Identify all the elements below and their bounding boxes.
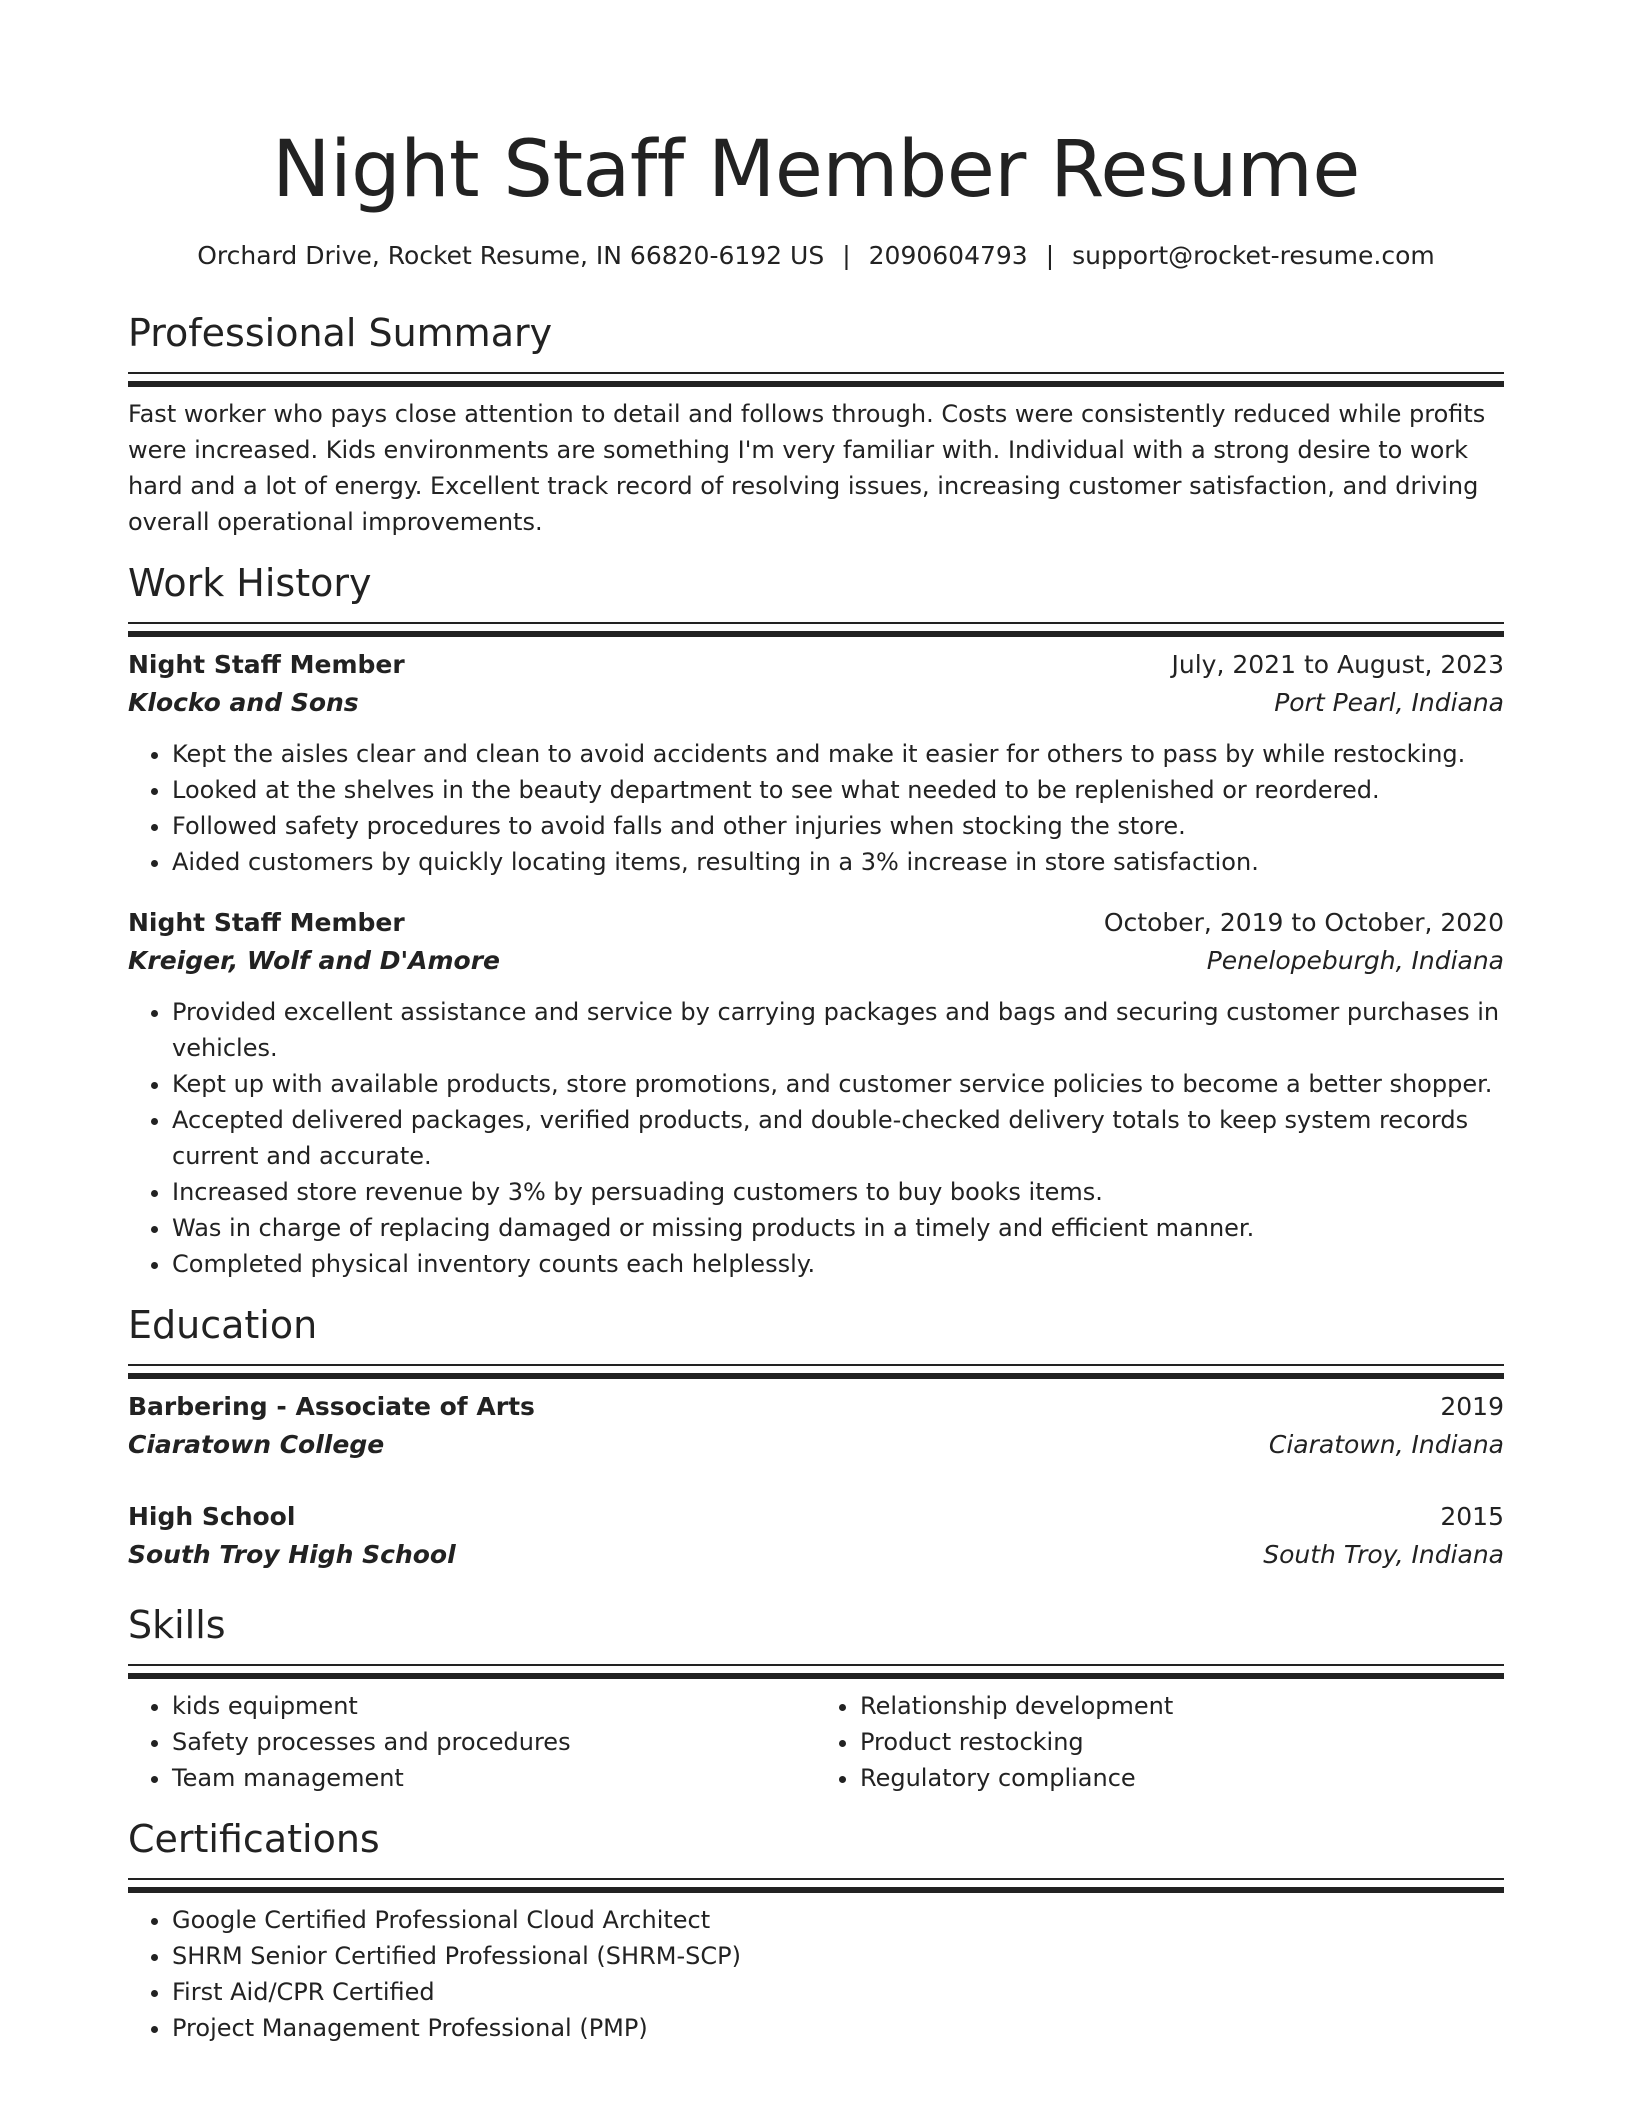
contact-separator: |: [842, 241, 851, 270]
certifications-section: [128, 1814, 1504, 2046]
list-item: • Relationship development: [860, 1688, 1504, 1724]
contact-line: [128, 238, 1504, 274]
section-divider: [128, 1664, 1504, 1666]
job-subheader: [128, 684, 1504, 722]
work-history-section: [128, 558, 1504, 1282]
job-location: Port Pearl, Indiana: [1274, 688, 1504, 717]
job-header: [128, 904, 1504, 942]
resume-title: Night Staff Member Resume: [272, 125, 1360, 215]
education-school: Ciaratown College: [128, 1430, 385, 1459]
section-divider: [128, 372, 1504, 374]
education-subheader: [128, 1426, 1504, 1464]
education-degree: High School: [128, 1502, 296, 1531]
list-item: • Looked at the shelves in the beauty department to see what needed to be replenished or reordered.: [172, 772, 1504, 808]
job-header: [128, 646, 1504, 684]
section-title-certifications: Certifications: [128, 1817, 380, 1861]
job-entry: [128, 646, 1504, 880]
job-location: Penelopeburgh, Indiana: [1206, 946, 1504, 975]
list-item: • Accepted delivered packages, verified products, and double-checked delivery totals to keep system records current and accurate.: [172, 1102, 1504, 1174]
list-item: • Team management: [172, 1760, 816, 1796]
job-role: Night Staff Member: [128, 650, 405, 679]
job-bullets: [128, 994, 1504, 1282]
list-item: • Kept up with available products, store promotions, and customer service policies to become a better shopper.: [172, 1066, 1504, 1102]
section-title-work: Work History: [128, 561, 372, 605]
list-item: • Project Management Professional (PMP): [172, 2010, 1504, 2046]
list-item: • First Aid/CPR Certified: [172, 1974, 1504, 2010]
education-year: 2015: [1440, 1502, 1504, 1531]
section-divider: [128, 1364, 1504, 1366]
skills-section: [128, 1600, 1504, 1796]
skills-grid: [128, 1688, 1504, 1796]
education-entry: [128, 1498, 1504, 1574]
education-school: South Troy High School: [128, 1540, 456, 1569]
section-divider: [128, 622, 1504, 624]
education-year: 2019: [1440, 1392, 1504, 1421]
job-role: Night Staff Member: [128, 908, 405, 937]
education-header: [128, 1498, 1504, 1536]
list-item: • kids equipment: [172, 1688, 816, 1724]
education-header: [128, 1388, 1504, 1426]
list-item: • Safety processes and procedures: [172, 1724, 816, 1760]
list-item: • Google Certified Professional Cloud Architect: [172, 1902, 1504, 1938]
list-item: • Kept the aisles clear and clean to avoid accidents and make it easier for others to pass by while restocking.: [172, 736, 1504, 772]
section-title-summary: Professional Summary: [128, 311, 553, 355]
skills-list-left: [128, 1688, 816, 1796]
job-dates: October, 2019 to October, 2020: [1103, 908, 1504, 937]
education-location: South Troy, Indiana: [1263, 1540, 1504, 1569]
job-dates: July, 2021 to August, 2023: [1171, 650, 1504, 679]
skills-list-right: [816, 1688, 1504, 1796]
job-entry: [128, 904, 1504, 1282]
list-item: • Completed physical inventory counts each helplessly.: [172, 1246, 1504, 1282]
summary-section: [128, 308, 1504, 540]
summary-text: Fast worker who pays close attention to detail and follows through. Costs were consistently reduced while profits were increased. Kids environments are something I'm very familiar with. Individual with a strong desire to work hard and a lot of energy. Excellent track record of resolving issues, increasing customer satisfaction, and driving overall operational improvements.: [128, 400, 1486, 536]
section-title-education: Education: [128, 1303, 318, 1347]
contact-phone: 2090604793: [868, 241, 1028, 270]
education-section: [128, 1300, 1504, 1574]
certifications-list: [128, 1902, 1504, 2046]
contact-email: support@rocket-resume.com: [1072, 241, 1435, 270]
list-item: • Aided customers by quickly locating items, resulting in a 3% increase in store satisfaction.: [172, 844, 1504, 880]
section-title-skills: Skills: [128, 1603, 226, 1647]
education-location: Ciaratown, Indiana: [1268, 1430, 1504, 1459]
list-item: • Regulatory compliance: [860, 1760, 1504, 1796]
job-company: Kreiger, Wolf and D'Amore: [128, 946, 500, 975]
list-item: • Provided excellent assistance and service by carrying packages and bags and securing customer purchases in vehicles.: [172, 994, 1504, 1066]
list-item: • SHRM Senior Certified Professional (SHRM-SCP): [172, 1938, 1504, 1974]
list-item: • Increased store revenue by 3% by persuading customers to buy books items.: [172, 1174, 1504, 1210]
resume-page: [128, 120, 1504, 2046]
job-bullets: [128, 736, 1504, 880]
education-degree: Barbering - Associate of Arts: [128, 1392, 535, 1421]
job-subheader: [128, 942, 1504, 980]
contact-separator: |: [1045, 241, 1055, 270]
section-divider: [128, 1878, 1504, 1880]
list-item: • Followed safety procedures to avoid falls and other injuries when stocking the store.: [172, 808, 1504, 844]
contact-address: Orchard Drive, Rocket Resume, IN 66820-6192 US: [197, 241, 825, 270]
education-entry: [128, 1388, 1504, 1464]
job-company: Klocko and Sons: [128, 688, 359, 717]
list-item: • Product restocking: [860, 1724, 1504, 1760]
list-item: • Was in charge of replacing damaged or missing products in a timely and efficient manner.: [172, 1210, 1504, 1246]
education-subheader: [128, 1536, 1504, 1574]
